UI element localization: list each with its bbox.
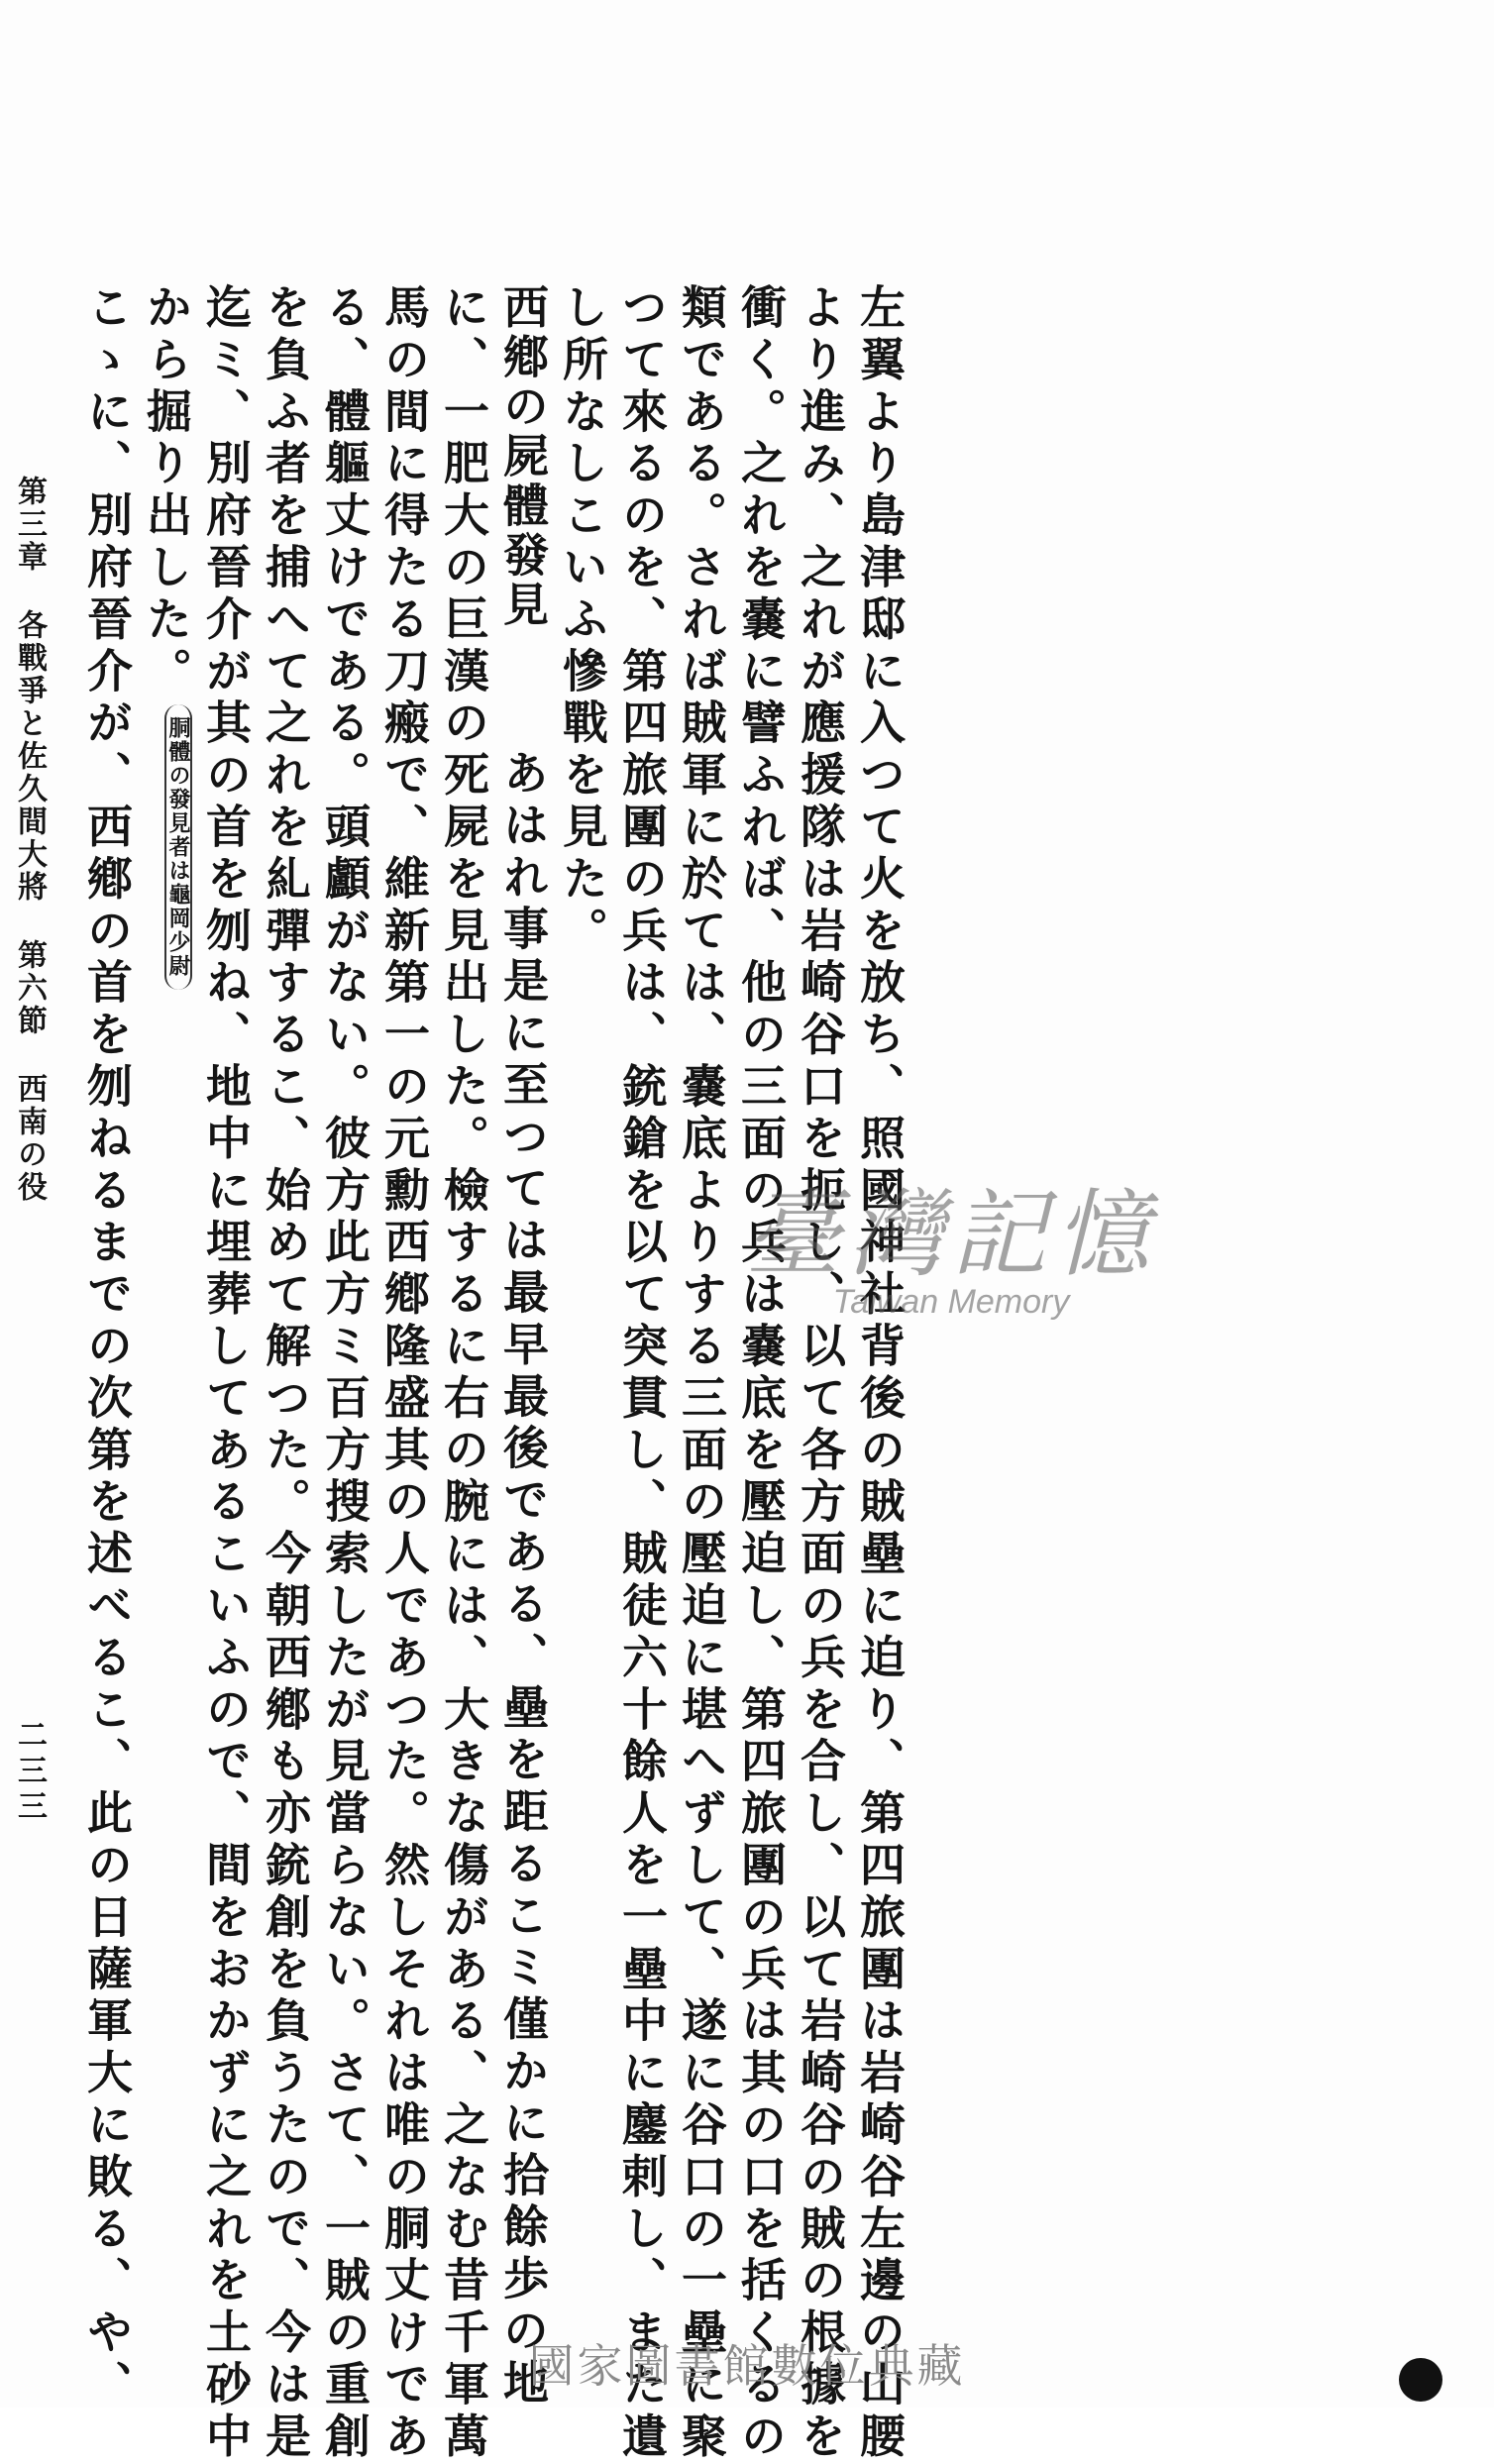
footer-caption: 國家圖書館數位典藏	[528, 2339, 966, 2393]
watermark-chinese: 臺灣記憶	[745, 1179, 1157, 1290]
text-column: こゝに、別府晉介が、西鄕の首を刎ねるまでの次第を述べるこ、此の日薩軍大に敗る、や、	[80, 283, 134, 2412]
section-label: 第六節	[12, 939, 47, 1037]
text-column: 左翼より島津邸に入つて火を放ち、照國神社背後の賊壘に迫り、第四旅團は岩崎谷左邊の山腰	[853, 283, 907, 2464]
corner-mark	[1399, 2358, 1442, 2402]
text-column: 迄ミ、別府晉介が其の首を刎ね、地中に埋葬してあるこいふので、間をおかずに之れを土砂中	[199, 283, 253, 2464]
text-column: つて來るのを、第四旅團の兵は、銃鎗を以て突貫し、賊徒六十餘人を一壘中に鏖剌し、また遺	[615, 283, 669, 2464]
text-column: し所なしこいふ慘戰を見た。	[556, 283, 609, 959]
text-column: 衝く。之れを嚢に譬ふれば、他の三面の兵は嚢底を壓迫し、第四旅團の兵は其の口を括くるの	[734, 283, 788, 2464]
chapter-label: 第三章	[12, 476, 47, 574]
text-column-with-note	[139, 283, 194, 996]
section-heading: 西鄕の屍體發見	[496, 283, 550, 630]
column-text: から掘り出した。	[140, 283, 193, 699]
heading-column	[495, 283, 551, 2410]
text-column: を負ふ者を捕へて之れを糺彈するこ、始めて解つた。今朝西鄕も亦銃創を負うたので、今は是	[259, 283, 312, 2464]
text-column: る、體軀丈けである。頭顱がない。彼方此方ミ百方搜索したが見當らない。さて、一賊の重創	[318, 283, 372, 2464]
text-column: 馬の間に得たる刀瘢で、維新第一の元勳西鄕隆盛其の人であつた。然しそれは唯の胴丈けであ	[377, 283, 431, 2464]
text-column: より進み、之れが應援隊は岩崎谷口を扼し、以て各方面の兵を合し、以て岩崎谷の賊の根據を	[794, 283, 847, 2464]
text-column: に、一肥大の巨漢の死屍を見出した。檢するに右の腕には、大きな傷がある、之なむ昔千軍萬	[437, 283, 490, 2464]
section-title: 西南の役	[12, 1073, 47, 1204]
watermark-english: Taiwan Memory	[832, 1283, 1070, 1321]
page-number: 二三三	[12, 1719, 47, 1826]
watermark	[745, 1179, 1157, 1321]
heading-column-text: あはれ事是に至つては最早最後である、壘を距るこミ僅かに拾餘歩の地	[496, 749, 550, 2410]
text-column: 類である。されば賊軍に於ては、嚢底よりする三面の壓迫に堪へずして、遂に谷口の一壘に聚	[675, 283, 728, 2464]
chapter-title: 各戰爭と佐久間大將	[12, 609, 47, 904]
inline-note: 胴體の發見者は龜岡少尉	[164, 704, 192, 990]
running-header	[12, 476, 46, 1239]
